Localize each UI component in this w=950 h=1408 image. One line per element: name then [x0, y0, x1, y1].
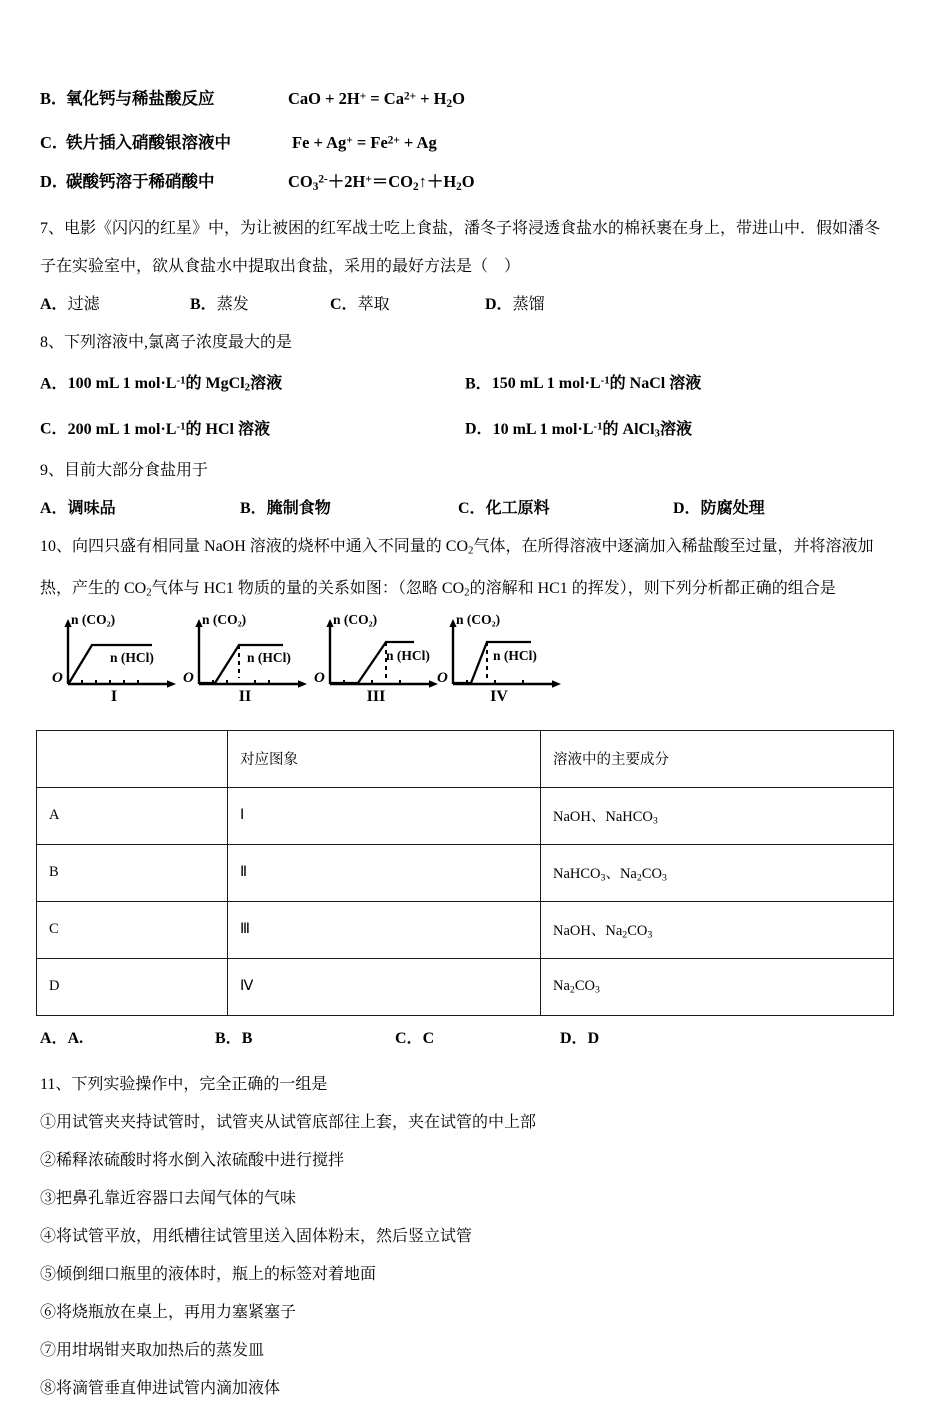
q7-stem-line2 [40, 248, 918, 286]
q8-options-row2 [40, 407, 918, 452]
q11-statement-8: ⑧将滴管垂直伸进试管内滴加液体 [40, 1379, 281, 1397]
q9-option-b-label: B． [240, 500, 267, 518]
chart-I-label: I [110, 687, 118, 705]
q10-stem-line1 [40, 528, 918, 570]
q6-option-d [40, 161, 918, 206]
table-cell-components: NaOH、$Na_2CO_3$ [541, 901, 894, 958]
chart-III-x-axis-label: n (HCl) [386, 647, 430, 663]
q7-stem-text-1: 电影《闪闪的红星》中，为让被困的红军战士吃上食盐，潘冬子将浸透食盐水的棉袄裹在身上，带进山中．假如潘冬 [64, 219, 881, 237]
q7-option-b [190, 286, 330, 324]
table-row [37, 901, 894, 958]
q11-statement-1: ①用试管夹夹持试管时，试管夹从试管底部往上套，夹在试管的中上部 [40, 1113, 537, 1131]
q6-option-c-text: 铁片插入硝酸银溶液中 [66, 133, 231, 153]
q10-stem-text-1: 向四只盛有相同量 NaOH 溶液的烧杯中通入不同量的 $CO_2$气体，在所得溶液中逐滴加入稀盐酸至过量，并将溶液加 [72, 538, 874, 557]
q6-option-c-equation: $Fe + Ag^+ = Fe^{2+} + Ag$ [292, 133, 437, 153]
q8-stem-text: 下列溶液中,氯离子浓度最大的是 [64, 333, 293, 351]
q10-option-d-label: D． [560, 1029, 588, 1047]
chart-III-origin-label: O [314, 669, 325, 686]
q9-option-d-text: 防腐处理 [700, 500, 765, 518]
q9-option-a [40, 490, 240, 528]
chart-II [179, 611, 311, 716]
q6-option-c [40, 123, 918, 162]
q9-stem [40, 452, 918, 490]
table-cell-key: B [37, 844, 228, 901]
q7-stem-line1 [40, 210, 918, 248]
q11-statement-3: ③把鼻孔靠近容器口去闻气体的气味 [40, 1189, 297, 1207]
q8-option-b [465, 362, 701, 404]
q7-option-c-text: 萃取 [357, 295, 390, 313]
q7-stem-text-2: 子在实验室中，欲从食盐水中提取出食盐，采用的最好方法是（ ） [40, 257, 521, 275]
table-cell-graph: Ⅲ [228, 901, 541, 958]
chart-IV-y-axis-label: n (CO₂) [456, 611, 501, 627]
q9-option-d [673, 490, 765, 528]
q9-stem-text: 目前大部分食盐用于 [64, 462, 209, 480]
q6-option-d-equation: $CO_3^{2-}+2H^+=CO_2↑+H_2O$ [288, 171, 475, 193]
q10-number: 10、 [40, 538, 73, 556]
chart-II-y-axis-label: n (CO₂) [202, 611, 247, 627]
chart-II-origin-label: O [183, 669, 194, 686]
q8-option-d [465, 407, 692, 452]
q7-option-b-label: B． [190, 295, 217, 313]
chart-IV-x-axis-label: n (HCl) [493, 647, 537, 663]
q9-option-c-label: C． [458, 500, 486, 518]
q7-number: 7、 [40, 219, 65, 237]
q6-option-b-text: 氧化钙与稀盐酸反应 [66, 88, 215, 108]
table-cell-components: NaHCO$_3$、$Na_2CO_3$ [541, 844, 894, 901]
q8-option-d-text: 10 mL 1 $mol\cdot L^{-1}$的 AlCl$_3$溶液 [492, 419, 692, 440]
q7-option-c [330, 286, 485, 324]
q7-option-c-label: C． [330, 295, 358, 313]
chart-I-origin-label: O [52, 669, 63, 686]
q8-number: 8、 [40, 333, 65, 351]
q11-stem-text: 下列实验操作中，完全正确的一组是 [71, 1075, 328, 1093]
table-row [37, 787, 894, 844]
q6-option-b-label: B． [40, 88, 68, 108]
q9-options [40, 490, 918, 528]
q9-option-b-text: 腌制食物 [266, 500, 331, 518]
q7-option-a-text: 过滤 [67, 295, 100, 313]
q8-option-a [40, 362, 465, 407]
chart-II-label: II [238, 687, 252, 705]
q10-stem-text-2: 热，产生的 $CO_2$气体与 HC1 物质的量的关系如图：（忽略 $CO_2$的溶解和 HC1 的挥发），则下列分析都正确的组合是 [40, 579, 836, 599]
table-cell-components: NaOH、NaHCO$_3$ [541, 787, 894, 844]
q10-option-c-label: C． [395, 1029, 423, 1047]
q8-option-d-label: D． [465, 420, 493, 438]
q7-option-b-text: 蒸发 [216, 295, 249, 313]
q8-option-b-text: 150 mL 1 $mol\cdot L^{-1}$的 NaCl 溶液 [491, 374, 702, 393]
chart-I-y-axis-label: n (CO₂) [71, 611, 116, 627]
q10-option-b [215, 1022, 395, 1056]
q11-statement-5: ⑤倾倒细口瓶里的液体时，瓶上的标签对着地面 [40, 1265, 377, 1283]
q11-statement-2: ②稀释浓硫酸时将水倒入浓硫酸中进行搅拌 [40, 1151, 345, 1169]
table-row [37, 844, 894, 901]
table-row [37, 958, 894, 1015]
q9-option-c-text: 化工原料 [485, 500, 550, 518]
q6-option-b-equation: CaO + $2H^+ = Ca^{2+} + H_2O$ [288, 88, 465, 110]
q8-stem [40, 324, 918, 362]
q10-table [36, 730, 894, 1016]
chart-II-x-axis-label: n (HCl) [247, 649, 291, 665]
q8-option-b-label: B． [465, 375, 492, 393]
q10-chart-row [48, 611, 918, 716]
table-cell-key: C [37, 901, 228, 958]
q8-option-a-label: A． [40, 375, 68, 393]
q11-statement-4: ④将试管平放，用纸槽往试管里送入固体粉末，然后竖立试管 [40, 1227, 473, 1245]
q10-option-d-text: D [587, 1029, 600, 1047]
q10-option-a [40, 1022, 215, 1056]
chart-IV [433, 611, 565, 716]
chart-IV-label: IV [490, 687, 508, 705]
q9-option-a-label: A． [40, 500, 68, 518]
q6-option-b [40, 78, 918, 123]
q7-options [40, 286, 918, 324]
table-cell-graph: Ⅱ [228, 844, 541, 901]
q7-option-d-text: 蒸馏 [512, 295, 545, 313]
q9-number: 9、 [40, 462, 65, 480]
q11-number: 11、 [40, 1075, 72, 1093]
page-content [40, 78, 918, 1408]
q11-stem [40, 1066, 918, 1104]
chart-I [48, 611, 180, 716]
q8-option-c [40, 407, 465, 449]
chart-III-label: III [366, 687, 386, 705]
q8-options-row1 [40, 362, 918, 407]
q8-option-a-text: 100 mL 1 $mol\cdot L^{-1}$的 MgCl$_2$溶液 [67, 374, 283, 394]
q9-option-d-label: D． [673, 500, 701, 518]
q10-option-c [395, 1022, 560, 1056]
q6-option-c-label: C． [40, 133, 69, 153]
chart-IV-origin-label: O [437, 669, 448, 686]
q7-option-a-label: A． [40, 295, 68, 313]
q10-option-d [560, 1022, 599, 1056]
q11-statement-6: ⑥将烧瓶放在桌上，再用力塞紧塞子 [40, 1303, 297, 1321]
table-header-row [37, 730, 894, 787]
q6-option-d-label: D． [40, 171, 69, 191]
table-header-components: 溶液中的主要成分 [541, 730, 894, 787]
table-cell-key: D [37, 958, 228, 1015]
chart-III [310, 611, 442, 716]
table-cell-components: $Na_2CO_3$ [541, 958, 894, 1015]
q7-option-d-label: D． [485, 295, 513, 313]
q7-option-d [485, 286, 545, 324]
q10-option-a-text: A. [67, 1029, 84, 1047]
q10-option-b-text: B [241, 1029, 253, 1047]
q10-option-a-label: A． [40, 1029, 68, 1047]
q7-option-a [40, 286, 190, 324]
chart-III-y-axis-label: n (CO₂) [333, 611, 378, 627]
table-cell-key: A [37, 787, 228, 844]
q9-option-a-text: 调味品 [67, 500, 116, 518]
table-cell-graph: Ⅳ [228, 958, 541, 1015]
table-cell-graph: Ⅰ [228, 787, 541, 844]
q10-stem-line2 [40, 570, 918, 612]
chart-I-x-axis-label: n (HCl) [110, 649, 154, 665]
q9-option-c [458, 490, 673, 528]
q9-option-b [240, 490, 458, 528]
q10-option-c-text: C [422, 1029, 435, 1047]
q8-option-c-text: 200 mL 1 $mol\cdot L^{-1}$的 HCl 溶液 [67, 419, 270, 438]
table-header-blank [37, 730, 228, 787]
q10-option-b-label: B． [215, 1029, 242, 1047]
table-header-graph: 对应图象 [228, 730, 541, 787]
q8-option-c-label: C． [40, 420, 68, 438]
q10-options [40, 1022, 918, 1056]
q6-option-d-text: 碳酸钙溶于稀硝酸中 [66, 171, 215, 191]
q11-statement-7: ⑦用坩埚钳夹取加热后的蒸发皿 [40, 1341, 265, 1359]
